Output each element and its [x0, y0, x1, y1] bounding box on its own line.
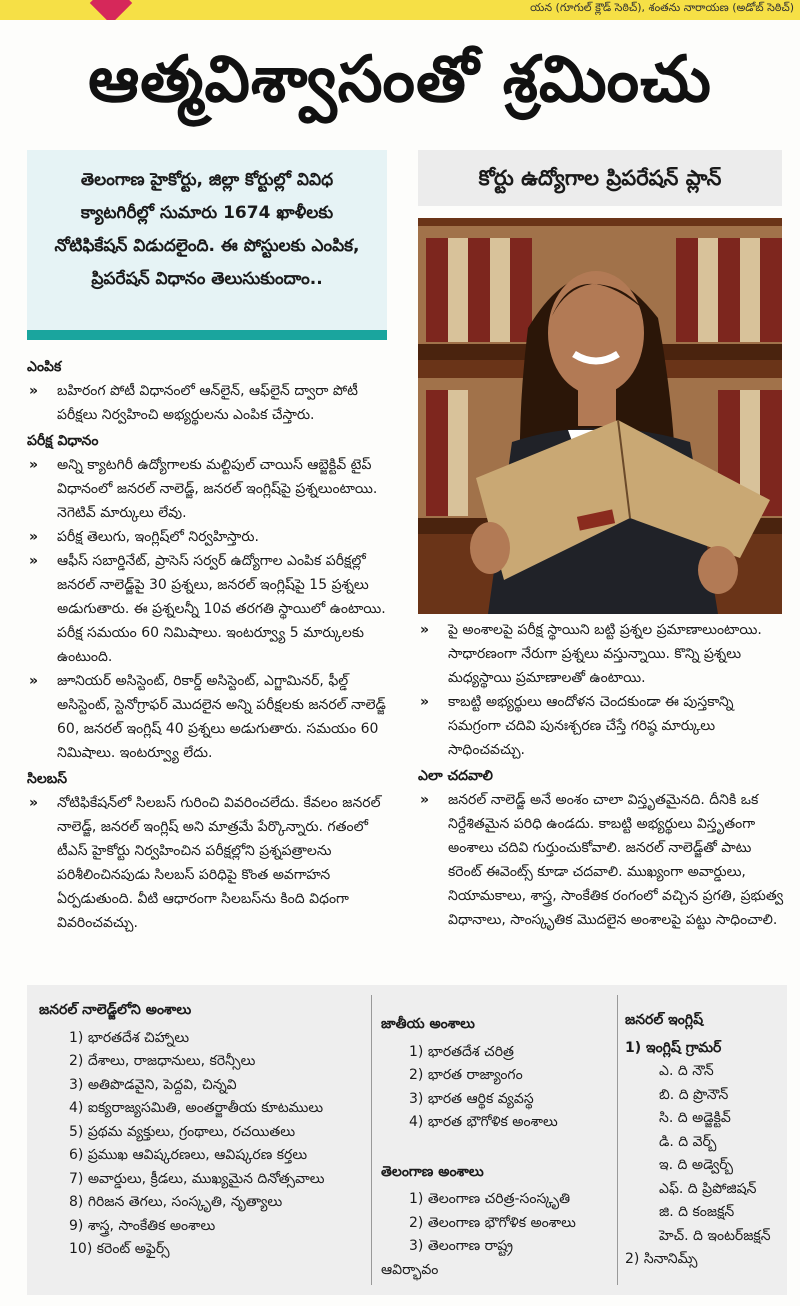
top-strip [0, 0, 800, 20]
list-item: 2) తెలంగాణ భౌగోళిక అంశాలు [409, 1214, 576, 1231]
list-item: » నోటిఫికేషన్‌లో సిలబస్ గురించి వివరించలేదు. కేవలం జనరల్ నాలెడ్జ్, జనరల్ ఇంగ్లిష్ అని మాత్రమే పేర్కొన్నారు. గతంలో టీఎస్ హైకోర్టు నిర్వహించిన పరీక్షల్లోని ప్రశ్నపత్రాలను పరిశీలించినపుడు సిలబస్ పరిధిపై కొంత అవగాహన ఏర్పడుతుంది. వీటి ఆధారంగా సిలబస్‌ను కింది విధంగా వివరించవచ్చు. [27, 791, 392, 935]
plan-title: కోర్టు ఉద్యోగాల ప్రిపరేషన్ ప్లాన్ [418, 150, 782, 206]
intro-text: తెలంగాణ హైకోర్టు, జిల్లా కోర్టుల్లో వివిధ క్యాటగిరీల్లో సుమారు 1674 ఖాళీలకు నోటిఫికేషన్ విడుదలైంది. ఈ పోస్టులకు ఎంపిక, ప్రిపరేషన్ విధానం తెలుసుకుందాం.. [54, 170, 360, 289]
syllabus-heading: సిలబస్ [27, 771, 68, 787]
national-heading: జాతీయ అంశాలు [381, 1016, 475, 1032]
list-item: 2) దేశాలు, రాజధానులు, కరెన్సీలు [69, 1053, 256, 1069]
double-arrow-icon: » [29, 553, 39, 569]
list-item: హెచ్. ది ఇంటర్‌జక్షన్ [659, 1227, 771, 1244]
list-item: » పరీక్ష తెలుగు, ఇంగ్లిష్‌లో నిర్వహిస్తారు. [27, 525, 392, 549]
list-item: 1) భారతదేశ చిహ్నాలు [69, 1029, 190, 1046]
list-item: ఇ. ది అడ్వెర్బ్ [659, 1157, 734, 1173]
list-item: » బహిరంగ పోటీ విధానంలో ఆన్‌లైన్, ఆఫ్‌లైన్ ద్వారా పోటీ పరీక్షలు నిర్వహించి అభ్యర్థులను ఎంపిక చేస్తారు. [27, 379, 392, 427]
list-item: బి. ది ప్రొనౌన్ [659, 1086, 729, 1103]
english-heading: జనరల్ ఇంగ్లిష్ [625, 1012, 704, 1028]
left-column [27, 353, 392, 935]
list-item: 4) భారత భౌగోళిక అంశాలు [409, 1114, 558, 1130]
intro-box [27, 150, 387, 340]
double-arrow-icon: » [420, 622, 430, 638]
list-item: 6) ప్రముఖ ఆవిష్కరణలు, ఆవిష్కరణ కర్తలు [69, 1147, 308, 1163]
list-item: సి. ది అడ్జెక్టివ్ [659, 1110, 731, 1126]
list-item: డి. ది వెర్బ్ [659, 1133, 717, 1150]
list-item: ఎ. ది నౌన్ [659, 1063, 714, 1079]
list-item: 4) ఐక్యరాజ్యసమితి, అంతర్జాతీయ కూటములు [69, 1100, 324, 1116]
column-divider [371, 995, 372, 1285]
list-item: » అన్ని క్యాటగిరీ ఉద్యోగాలకు మల్టిపుల్ చాయిస్ ఆబ్జెక్టివ్ టైప్ విధానంలో జనరల్ నాలెడ్జ్, జనరల్ ఇంగ్లిష్‌పై ప్రశ్నలుంటాయి. నెగెటివ్ మార్కులు లేవు. [27, 453, 392, 525]
list-item: ఎఫ్. ది ప్రిపోజిషన్ [659, 1180, 757, 1197]
double-arrow-icon: » [29, 673, 39, 689]
list-item: 1) భారతదేశ చరిత్ర [409, 1043, 514, 1060]
national-list [381, 1041, 616, 1135]
national-column [381, 985, 616, 1282]
double-arrow-icon: » [29, 457, 39, 473]
list-item: జి. ది కంజక్షన్ [659, 1204, 735, 1220]
list-item: 3) భారత ఆర్థిక వ్యవస్థ [409, 1090, 534, 1107]
list-item: 2) భారత రాజ్యాంగం [409, 1067, 523, 1083]
list-item: 7) అవార్డులు, క్రీడలు, ముఖ్యమైన దినోత్సవాలు [69, 1170, 325, 1187]
gk-column [39, 985, 379, 1262]
list-item: 3) అతిపొడవైని, పెద్దవి, చిన్నవి [69, 1076, 237, 1093]
column-divider [617, 995, 618, 1285]
list-item: 8) గిరిజన తెగలు, సంస్కృతి, నృత్యాలు [69, 1194, 283, 1210]
list-item: » కాబట్టి అభ్యర్థులు ఆందోళన చెందకుండా ఈ పుస్తకాన్ని సమగ్రంగా చదివి పునఃశ్చరణ చేస్తే గరిష్ఠ మార్కులు సాధించవచ్చు. [418, 690, 784, 762]
grammar-item: 1) ఇంగ్లిష్ గ్రామర్ [625, 1039, 722, 1056]
english-column [625, 985, 785, 1272]
double-arrow-icon: » [420, 694, 430, 710]
list-item: » జూనియర్ అసిస్టెంట్, రికార్డ్ అసిస్టెంట్, ఎగ్జామినర్, ఫీల్డ్ అసిస్టెంట్, స్టెనోగ్రాఫర్ మొదలైన అన్ని పరీక్షలకు జనరల్ నాలెడ్జ్ 60, జనరల్ ఇంగ్లిష్ 40 ప్రశ్నలు అడుగుతారు. సమయం 60 నిమిషాలు. ఇంటర్వ్యూ లేదు. [27, 669, 392, 765]
list-item: 9) శాస్త్ర, సాంకేతిక అంశాలు [69, 1217, 216, 1234]
top-credit: యన (గూగుల్ క్లౌడ్ సెఠిచ్), శంతను నారాయణ (అడోబ్ సెఠిచ్) [530, 1, 794, 14]
double-arrow-icon: » [29, 383, 39, 399]
list-item: 1) తెలంగాణ చరిత్ర-సంస్కృతి [409, 1191, 571, 1207]
double-arrow-icon: » [29, 529, 39, 545]
list-item: 10) కరెంట్ అఫైర్స్ [69, 1241, 170, 1257]
gk-heading: జనరల్ నాలెడ్జ్‌లోని అంశాలు [39, 1002, 192, 1018]
synonyms-item: 2) సినానిమ్స్ [625, 1251, 698, 1267]
list-item: 5) ప్రథమ వ్యక్తులు, గ్రంథాలు, రచయితలు [69, 1123, 296, 1140]
list-item: » జనరల్ నాలెడ్జ్ అనే అంశం చాలా విస్తృతమైనది. దీనికి ఒక నిర్దేశితమైన పరిధి ఉండదు. కాబట్టి అభ్యర్థులు విస్తృతంగా అంశాలు చదివి గుర్తుంచుకోవాలి. జనరల్ నాలెడ్జ్‌తో పాటు కరెంట్ ఈవెంట్స్ కూడా చదవాలి. ముఖ్యంగా అవార్డులు, నియామకాలు, శాస్త్ర, సాంకేతిక రంగంలో వచ్చిన ప్రగతి, ప్రభుత్వ విధానాలు, సాంస్కృతిక మొదలైన అంశాలపై పట్టు సాధించాలి. [418, 788, 784, 932]
exam-heading: పరీక్ష విధానం [27, 433, 99, 449]
heart-logo [90, 0, 132, 20]
right-column [418, 618, 784, 932]
syllabus-tables [27, 985, 787, 1295]
photo [418, 218, 782, 614]
telangana-list [381, 1188, 616, 1282]
double-arrow-icon: » [29, 795, 39, 811]
gk-list [39, 1027, 379, 1262]
headline: ఆత్మవిశ్వాసంతో శ్రమించు [88, 43, 712, 117]
list-item: » పై అంశాలపై పరీక్ష స్థాయిని బట్టి ప్రశ్నల ప్రమాణాలుంటాయి. సాధారణంగా నేరుగా ప్రశ్నలు వస్తున్నాయి. కొన్ని ప్రశ్నలు మధ్యస్థాయి ప్రమాణాలతో ఉంటాయి. [418, 618, 784, 690]
list-item: ఆవిర్భావం [381, 1261, 439, 1278]
telangana-heading: తెలంగాణ అంశాలు [381, 1163, 484, 1180]
double-arrow-icon: » [420, 792, 430, 808]
how-to-read-heading: ఎలా చదవాలి [418, 768, 493, 784]
list-item: » ఆఫీస్ సబార్డినేట్, ప్రాసెస్ సర్వర్ ఉద్యోగాల ఎంపిక పరీక్షల్లో జనరల్ నాలెడ్జ్‌పై 30 ప్రశ్నలు, జనరల్ ఇంగ్లిష్‌పై 15 ప్రశ్నలు అడుగుతారు. ఈ ప్రశ్నలన్నీ 10వ తరగతి స్థాయిలో ఉంటాయి. పరీక్ష సమయం 60 నిమిషాలు. ఇంటర్వ్యూ 5 మార్కులకు ఉంటుంది. [27, 549, 392, 669]
list-item: 3) తెలంగాణ రాష్ట్ర [409, 1238, 513, 1254]
selection-heading: ఎంపిక [27, 359, 62, 375]
english-list [625, 1037, 785, 1272]
